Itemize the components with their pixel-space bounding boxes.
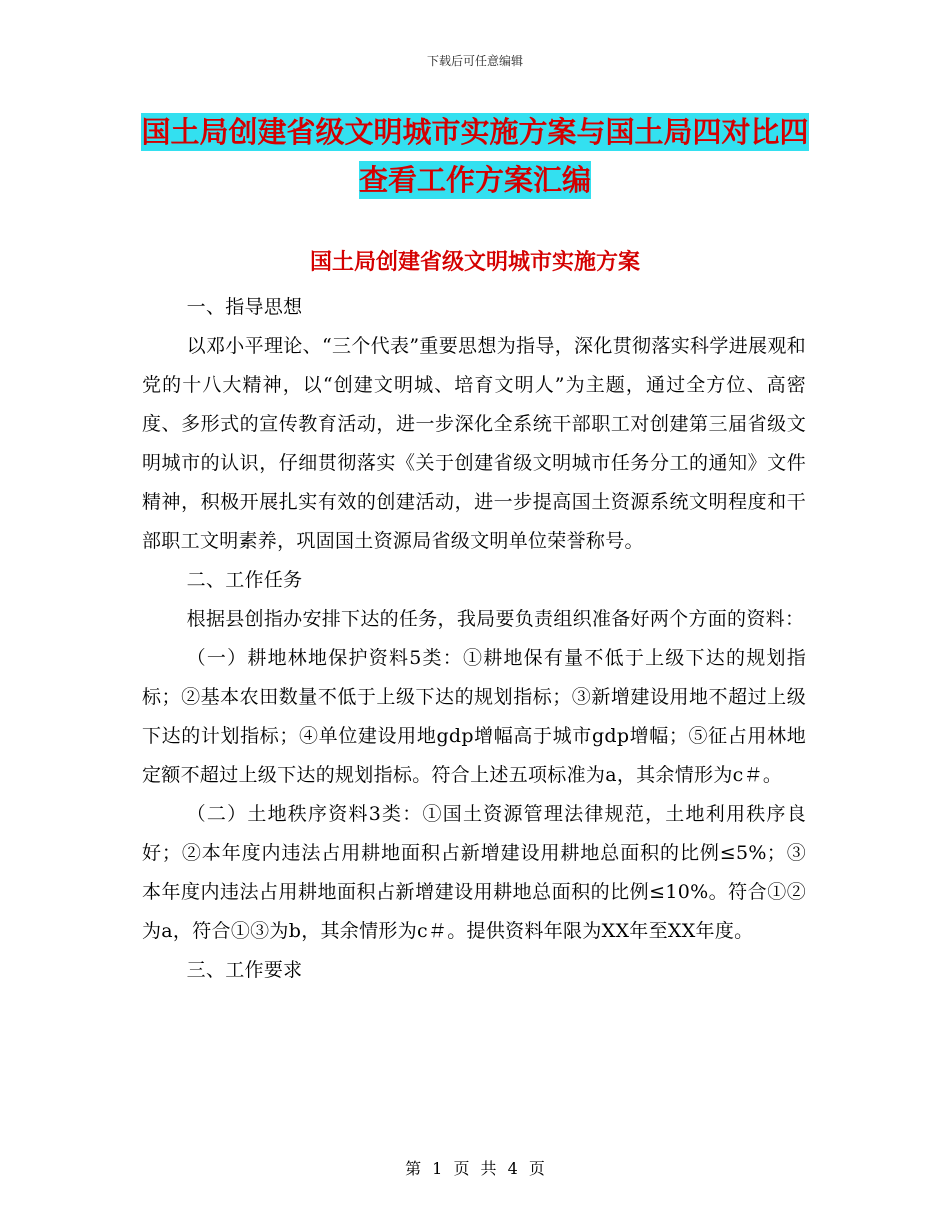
section-title: 国土局创建省级文明城市实施方案	[309, 250, 640, 275]
heading-work-tasks: 二、工作任务	[186, 569, 303, 591]
heading-guiding-ideology: 一、指导思想	[186, 296, 303, 318]
page-footer: 第 1 页 共 4 页	[405, 1159, 545, 1178]
title-line-2: 查看工作方案汇编	[358, 163, 591, 197]
heading-work-requirements: 三、工作要求	[186, 959, 303, 981]
paragraph-land-order: （二）土地秩序资料3类：①国土资源管理法律规范，土地利用秩序良好；②本年度内违法占用耕地面积占新增建设用耕地总面积的比例≤5%；③本年度内违法占用耕地面积占新增建设用耕地总面积的比例≤10%。符合①②为a，符合①③为b，其余情形为c＃。提供资料年限为XX年至XX年度。	[142, 803, 806, 942]
document-body	[142, 288, 806, 990]
paragraph-farmland-protection: （一）耕地林地保护资料5类：①耕地保有量不低于上级下达的规划指标；②基本农田数量不低于上级下达的规划指标；③新增建设用地不超过上级下达的计划指标；④单位建设用地gdp增幅高于城市gdp增幅；⑤征占用林地定额不超过上级下达的规划指标。符合上述五项标准为a，其余情形为c＃。	[142, 647, 806, 786]
document-title	[140, 108, 810, 204]
paragraph-guiding-ideology: 以邓小平理论、“三个代表”重要思想为指导，深化贯彻落实科学进展观和党的十八大精神，以“创建文明城、培育文明人”为主题，通过全方位、高密度、多形式的宣传教育活动，进一步深化全系统干部职工对创建第三届省级文明城市的认识，仔细贯彻落实《关于创建省级文明城市任务分工的通知》文件精神，积极开展扎实有效的创建活动，进一步提高国土资源系统文明程度和干部职工文明素养，巩固国土资源局省级文明单位荣誉称号。	[142, 335, 806, 552]
title-line-1: 国土局创建省级文明城市实施方案与国土局四对比四	[141, 115, 809, 149]
header-note: 下载后可任意编辑	[426, 54, 523, 68]
paragraph-work-tasks: 根据县创指办安排下达的任务，我局要负责组织准备好两个方面的资料：	[186, 608, 805, 630]
